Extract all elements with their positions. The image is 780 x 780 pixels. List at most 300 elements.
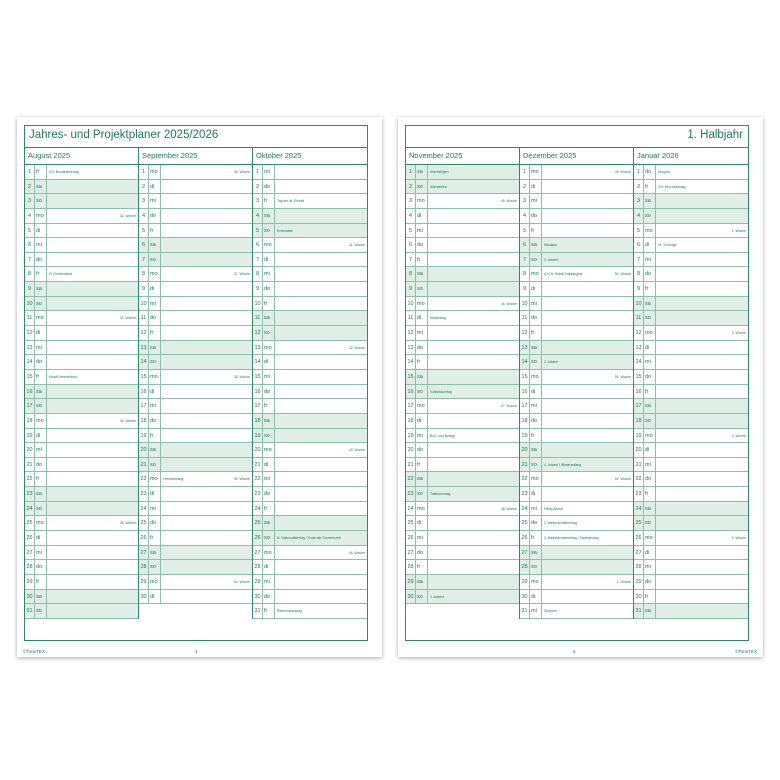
day-number: 26 bbox=[634, 531, 644, 545]
weekday-label: so bbox=[530, 560, 542, 574]
day-row[interactable] bbox=[520, 238, 633, 253]
right-month-columns bbox=[406, 147, 748, 619]
holiday-note bbox=[161, 253, 252, 267]
weekday-label: fr bbox=[644, 385, 656, 399]
weekday-label: fr bbox=[149, 224, 161, 238]
day-number: 29 bbox=[634, 575, 644, 589]
weekday-label: di bbox=[149, 487, 161, 501]
weekday-label: mo bbox=[263, 443, 275, 457]
holiday-note: CH: Bundesfeiertag bbox=[49, 170, 79, 174]
day-number: 14 bbox=[139, 355, 149, 369]
day-number: 11 bbox=[139, 311, 149, 325]
day-row[interactable] bbox=[139, 209, 252, 224]
day-row[interactable] bbox=[520, 414, 633, 429]
day-row[interactable] bbox=[520, 282, 633, 297]
day-row[interactable] bbox=[520, 341, 633, 356]
weekday-label: so bbox=[35, 399, 47, 413]
holiday-note bbox=[47, 575, 138, 589]
day-row[interactable] bbox=[139, 253, 252, 268]
day-number: 9 bbox=[634, 282, 644, 296]
weekday-label: so bbox=[644, 516, 656, 530]
day-number: 27 bbox=[406, 546, 416, 560]
weekday-label: di bbox=[263, 458, 275, 472]
day-row[interactable] bbox=[520, 385, 633, 400]
day-number: 18 bbox=[634, 414, 644, 428]
weekday-label: so bbox=[530, 253, 542, 267]
day-row[interactable] bbox=[406, 282, 519, 297]
day-row[interactable] bbox=[520, 590, 633, 605]
weekday-label: mo bbox=[530, 370, 542, 384]
day-row[interactable] bbox=[139, 238, 252, 253]
holiday-note bbox=[542, 341, 633, 355]
day-row[interactable] bbox=[634, 370, 748, 385]
day-row[interactable] bbox=[520, 487, 633, 502]
day-row[interactable] bbox=[634, 267, 748, 282]
day-row[interactable] bbox=[253, 414, 367, 429]
holiday-note bbox=[47, 282, 138, 296]
day-row[interactable] bbox=[253, 311, 367, 326]
day-row[interactable] bbox=[139, 487, 252, 502]
day-row[interactable] bbox=[520, 355, 633, 370]
day-row[interactable] bbox=[139, 297, 252, 312]
day-row[interactable] bbox=[25, 282, 138, 297]
day-number: 23 bbox=[139, 487, 149, 501]
day-row[interactable] bbox=[253, 560, 367, 575]
day-row[interactable] bbox=[253, 516, 367, 531]
day-row[interactable] bbox=[253, 502, 367, 517]
weekday-label: sa bbox=[416, 472, 428, 486]
day-row[interactable] bbox=[520, 575, 633, 590]
day-row[interactable] bbox=[634, 516, 748, 531]
day-row[interactable] bbox=[253, 590, 367, 605]
day-row[interactable] bbox=[139, 546, 252, 561]
day-row[interactable] bbox=[634, 282, 748, 297]
day-row[interactable] bbox=[253, 224, 367, 239]
day-row[interactable] bbox=[520, 604, 633, 619]
day-row[interactable] bbox=[253, 458, 367, 473]
day-row[interactable] bbox=[253, 238, 367, 253]
day-row[interactable] bbox=[406, 341, 519, 356]
day-row[interactable] bbox=[634, 590, 748, 605]
weekday-label: di bbox=[35, 326, 47, 340]
left-page-number: 4 bbox=[195, 649, 198, 654]
day-row[interactable] bbox=[520, 326, 633, 341]
holiday-note: Herbstanfang bbox=[163, 477, 184, 482]
day-row[interactable] bbox=[253, 546, 367, 561]
day-row[interactable] bbox=[253, 472, 367, 487]
day-row[interactable] bbox=[520, 502, 633, 517]
weekday-label: fr bbox=[35, 267, 47, 281]
holiday-note bbox=[656, 472, 748, 486]
day-row[interactable] bbox=[634, 560, 748, 575]
day-row[interactable] bbox=[634, 238, 748, 253]
day-row[interactable] bbox=[634, 487, 748, 502]
day-row[interactable] bbox=[139, 165, 252, 180]
day-number: 9 bbox=[139, 282, 149, 296]
day-row[interactable] bbox=[139, 414, 252, 429]
day-row[interactable] bbox=[139, 502, 252, 517]
day-row[interactable] bbox=[25, 502, 138, 517]
day-row[interactable] bbox=[634, 224, 748, 239]
week-number: 35. Woche bbox=[119, 521, 136, 526]
day-row[interactable] bbox=[406, 399, 519, 414]
day-row[interactable] bbox=[634, 414, 748, 429]
day-row[interactable] bbox=[406, 238, 519, 253]
week-number: 45. Woche bbox=[500, 199, 517, 204]
day-row[interactable] bbox=[139, 194, 252, 209]
day-number: 2 bbox=[25, 180, 35, 194]
weekday-label: do bbox=[263, 385, 275, 399]
day-row[interactable] bbox=[634, 443, 748, 458]
day-number: 29 bbox=[520, 575, 530, 589]
day-row[interactable] bbox=[406, 224, 519, 239]
day-row[interactable] bbox=[520, 399, 633, 414]
day-row[interactable] bbox=[253, 604, 367, 619]
day-row[interactable] bbox=[25, 311, 138, 326]
day-number: 28 bbox=[406, 560, 416, 574]
weekday-label: mo bbox=[644, 326, 656, 340]
day-row[interactable] bbox=[520, 297, 633, 312]
day-row[interactable] bbox=[520, 311, 633, 326]
day-number: 19 bbox=[520, 429, 530, 443]
day-row[interactable] bbox=[253, 194, 367, 209]
day-row[interactable] bbox=[139, 370, 252, 385]
holiday-note bbox=[161, 429, 252, 443]
day-row[interactable] bbox=[25, 560, 138, 575]
day-row[interactable] bbox=[25, 575, 138, 590]
holiday-note bbox=[656, 297, 748, 311]
day-number: 1 bbox=[253, 165, 263, 179]
day-row[interactable] bbox=[520, 429, 633, 444]
holiday-note bbox=[47, 399, 138, 413]
weekday-label: mi bbox=[530, 399, 542, 413]
day-row[interactable] bbox=[25, 590, 138, 605]
day-row[interactable] bbox=[406, 502, 519, 517]
weekday-label: do bbox=[149, 414, 161, 428]
day-row[interactable] bbox=[139, 516, 252, 531]
day-row[interactable] bbox=[25, 253, 138, 268]
day-row[interactable] bbox=[406, 326, 519, 341]
day-row[interactable] bbox=[139, 267, 252, 282]
day-number: 11 bbox=[634, 311, 644, 325]
day-row[interactable] bbox=[253, 487, 367, 502]
weekday-label: mo bbox=[35, 209, 47, 223]
day-row[interactable] bbox=[406, 590, 519, 605]
day-row[interactable] bbox=[520, 209, 633, 224]
day-row[interactable] bbox=[139, 224, 252, 239]
weekday-label: so bbox=[416, 385, 428, 399]
day-row[interactable] bbox=[406, 370, 519, 385]
day-row[interactable] bbox=[139, 458, 252, 473]
day-row[interactable] bbox=[520, 531, 633, 546]
day-row[interactable] bbox=[253, 399, 367, 414]
day-number: 4 bbox=[406, 209, 416, 223]
weekday-label: so bbox=[416, 282, 428, 296]
day-row[interactable] bbox=[139, 180, 252, 195]
weekday-label: sa bbox=[644, 502, 656, 516]
day-row[interactable] bbox=[406, 516, 519, 531]
day-number: 14 bbox=[25, 355, 35, 369]
day-row[interactable] bbox=[634, 297, 748, 312]
day-row[interactable] bbox=[253, 209, 367, 224]
day-number: 8 bbox=[634, 267, 644, 281]
day-row[interactable] bbox=[25, 443, 138, 458]
day-row[interactable] bbox=[139, 341, 252, 356]
day-row[interactable] bbox=[139, 282, 252, 297]
day-row[interactable] bbox=[520, 472, 633, 487]
day-row[interactable] bbox=[253, 370, 367, 385]
day-number: 13 bbox=[634, 341, 644, 355]
day-row[interactable] bbox=[253, 575, 367, 590]
day-row[interactable] bbox=[25, 326, 138, 341]
weekday-label: mi bbox=[644, 253, 656, 267]
day-row[interactable] bbox=[406, 487, 519, 502]
day-row[interactable] bbox=[253, 267, 367, 282]
day-row[interactable] bbox=[520, 165, 633, 180]
day-row[interactable] bbox=[634, 604, 748, 619]
weekday-label: so bbox=[263, 326, 275, 340]
day-number: 15 bbox=[253, 370, 263, 384]
day-row[interactable] bbox=[634, 458, 748, 473]
holiday-note bbox=[275, 282, 367, 296]
day-number: 6 bbox=[25, 238, 35, 252]
day-number: 15 bbox=[520, 370, 530, 384]
day-number: 29 bbox=[25, 575, 35, 589]
day-row[interactable] bbox=[406, 355, 519, 370]
weekday-label: fr bbox=[35, 575, 47, 589]
day-row[interactable] bbox=[406, 209, 519, 224]
day-number: 2 bbox=[634, 180, 644, 194]
weekday-label: sa bbox=[530, 341, 542, 355]
day-row[interactable] bbox=[253, 443, 367, 458]
holiday-note bbox=[656, 516, 748, 530]
day-row[interactable] bbox=[634, 531, 748, 546]
day-row[interactable] bbox=[634, 502, 748, 517]
day-row[interactable] bbox=[253, 341, 367, 356]
day-row[interactable] bbox=[25, 209, 138, 224]
holiday-note bbox=[275, 385, 367, 399]
day-row[interactable] bbox=[634, 253, 748, 268]
day-row[interactable] bbox=[520, 546, 633, 561]
holiday-note bbox=[275, 560, 367, 574]
day-row[interactable] bbox=[253, 429, 367, 444]
holiday-note bbox=[275, 209, 367, 223]
weekday-label: mo bbox=[530, 472, 542, 486]
day-row[interactable] bbox=[406, 472, 519, 487]
day-row[interactable] bbox=[25, 180, 138, 195]
holiday-note: Heilig Abend bbox=[544, 506, 564, 511]
day-row[interactable] bbox=[253, 385, 367, 400]
weekday-label: so bbox=[416, 180, 428, 194]
day-row[interactable] bbox=[520, 560, 633, 575]
day-row[interactable] bbox=[634, 311, 748, 326]
day-row[interactable] bbox=[253, 531, 367, 546]
day-row[interactable] bbox=[25, 414, 138, 429]
day-row[interactable] bbox=[634, 472, 748, 487]
day-row[interactable] bbox=[406, 180, 519, 195]
weekday-label: mi bbox=[530, 604, 542, 618]
weekday-label: so bbox=[149, 458, 161, 472]
day-number: 30 bbox=[139, 590, 149, 604]
day-row[interactable] bbox=[520, 443, 633, 458]
holiday-note bbox=[161, 546, 252, 560]
day-row[interactable] bbox=[253, 180, 367, 195]
day-row[interactable] bbox=[634, 165, 748, 180]
month-header: Oktober 2025 bbox=[253, 147, 367, 165]
day-row[interactable] bbox=[520, 224, 633, 239]
holiday-note bbox=[275, 370, 367, 384]
day-row[interactable] bbox=[253, 355, 367, 370]
holiday-note bbox=[275, 575, 367, 589]
day-row[interactable] bbox=[634, 575, 748, 590]
day-row[interactable] bbox=[634, 385, 748, 400]
day-row[interactable] bbox=[139, 355, 252, 370]
week-number: 50. Woche bbox=[614, 272, 631, 277]
day-row[interactable] bbox=[139, 385, 252, 400]
day-row[interactable] bbox=[139, 590, 252, 605]
day-row[interactable] bbox=[25, 297, 138, 312]
holiday-note bbox=[542, 297, 633, 311]
day-number: 2 bbox=[253, 180, 263, 194]
holiday-note bbox=[656, 209, 748, 223]
holiday-note: Allerheiligen bbox=[430, 170, 449, 174]
holiday-note bbox=[656, 399, 748, 413]
month-column bbox=[139, 147, 253, 619]
day-row[interactable] bbox=[25, 194, 138, 209]
day-row[interactable] bbox=[520, 194, 633, 209]
day-row[interactable] bbox=[634, 341, 748, 356]
weekday-label: so bbox=[530, 458, 542, 472]
weekday-label: mo bbox=[149, 370, 161, 384]
weekday-label: mi bbox=[530, 297, 542, 311]
week-number: 51. Woche bbox=[614, 374, 631, 379]
week-number: 3. Woche bbox=[731, 331, 746, 336]
day-row[interactable] bbox=[139, 575, 252, 590]
day-row[interactable] bbox=[25, 546, 138, 561]
day-row[interactable] bbox=[25, 224, 138, 239]
day-row[interactable] bbox=[520, 370, 633, 385]
day-row[interactable] bbox=[25, 429, 138, 444]
day-row[interactable] bbox=[406, 253, 519, 268]
day-row[interactable] bbox=[406, 458, 519, 473]
holiday-note bbox=[542, 399, 633, 413]
day-row[interactable] bbox=[406, 414, 519, 429]
weekday-label: fr bbox=[35, 165, 47, 179]
day-row[interactable] bbox=[25, 267, 138, 282]
day-row[interactable] bbox=[25, 238, 138, 253]
day-row[interactable] bbox=[406, 385, 519, 400]
day-row[interactable] bbox=[253, 282, 367, 297]
day-row[interactable] bbox=[634, 429, 748, 444]
day-row[interactable] bbox=[25, 399, 138, 414]
day-row[interactable] bbox=[406, 575, 519, 590]
day-row[interactable] bbox=[25, 370, 138, 385]
day-row[interactable] bbox=[406, 560, 519, 575]
day-row[interactable] bbox=[406, 546, 519, 561]
holiday-note bbox=[161, 194, 252, 208]
weekday-label: mo bbox=[644, 531, 656, 545]
day-row[interactable] bbox=[139, 429, 252, 444]
weekday-label: do bbox=[416, 443, 428, 457]
day-number: 15 bbox=[406, 370, 416, 384]
day-row[interactable] bbox=[634, 180, 748, 195]
day-row[interactable] bbox=[139, 560, 252, 575]
day-number: 22 bbox=[406, 472, 416, 486]
day-row[interactable] bbox=[253, 326, 367, 341]
weekday-label: so bbox=[35, 194, 47, 208]
day-row[interactable] bbox=[634, 326, 748, 341]
holiday-note: A: Nationalfeiertag / Ende der Sommerzeit bbox=[277, 536, 341, 541]
weekday-label: do bbox=[644, 165, 656, 179]
day-row[interactable] bbox=[139, 472, 252, 487]
day-number: 29 bbox=[139, 575, 149, 589]
day-row[interactable] bbox=[25, 472, 138, 487]
day-row[interactable] bbox=[634, 209, 748, 224]
day-row[interactable] bbox=[406, 429, 519, 444]
day-row[interactable] bbox=[25, 487, 138, 502]
holiday-note bbox=[542, 326, 633, 340]
day-number: 31 bbox=[520, 604, 530, 618]
weekday-label: so bbox=[263, 531, 275, 545]
day-row[interactable] bbox=[139, 326, 252, 341]
day-row[interactable] bbox=[520, 458, 633, 473]
day-row[interactable] bbox=[25, 341, 138, 356]
day-row[interactable] bbox=[139, 443, 252, 458]
weekday-label: di bbox=[416, 209, 428, 223]
day-row[interactable] bbox=[634, 355, 748, 370]
day-row[interactable] bbox=[406, 165, 519, 180]
day-row[interactable] bbox=[139, 531, 252, 546]
day-row[interactable] bbox=[520, 516, 633, 531]
day-row[interactable] bbox=[25, 458, 138, 473]
day-row[interactable] bbox=[520, 180, 633, 195]
day-row[interactable] bbox=[25, 516, 138, 531]
day-number: 4 bbox=[253, 209, 263, 223]
day-row[interactable] bbox=[253, 253, 367, 268]
day-row[interactable] bbox=[253, 165, 367, 180]
day-row[interactable] bbox=[25, 531, 138, 546]
day-row[interactable] bbox=[139, 311, 252, 326]
day-row[interactable] bbox=[520, 253, 633, 268]
weekday-label: mi bbox=[416, 326, 428, 340]
holiday-note bbox=[542, 590, 633, 604]
day-row[interactable] bbox=[406, 531, 519, 546]
holiday-note bbox=[161, 209, 252, 223]
holiday-note bbox=[656, 194, 748, 208]
day-row[interactable] bbox=[634, 194, 748, 209]
day-row[interactable] bbox=[139, 399, 252, 414]
day-row[interactable] bbox=[25, 165, 138, 180]
holiday-note bbox=[656, 414, 748, 428]
day-row[interactable] bbox=[634, 399, 748, 414]
day-row[interactable] bbox=[406, 194, 519, 209]
day-row[interactable] bbox=[25, 604, 138, 619]
day-row[interactable] bbox=[634, 546, 748, 561]
day-row[interactable] bbox=[406, 443, 519, 458]
day-row[interactable] bbox=[25, 355, 138, 370]
day-row[interactable] bbox=[25, 385, 138, 400]
day-row[interactable] bbox=[406, 267, 519, 282]
weekday-label: mi bbox=[644, 560, 656, 574]
holiday-note bbox=[161, 180, 252, 194]
weekday-label: mi bbox=[149, 194, 161, 208]
holiday-note bbox=[428, 575, 519, 589]
day-row[interactable] bbox=[520, 267, 633, 282]
weekday-label: sa bbox=[416, 267, 428, 281]
day-row[interactable] bbox=[253, 297, 367, 312]
day-row[interactable] bbox=[406, 297, 519, 312]
day-row[interactable] bbox=[406, 311, 519, 326]
